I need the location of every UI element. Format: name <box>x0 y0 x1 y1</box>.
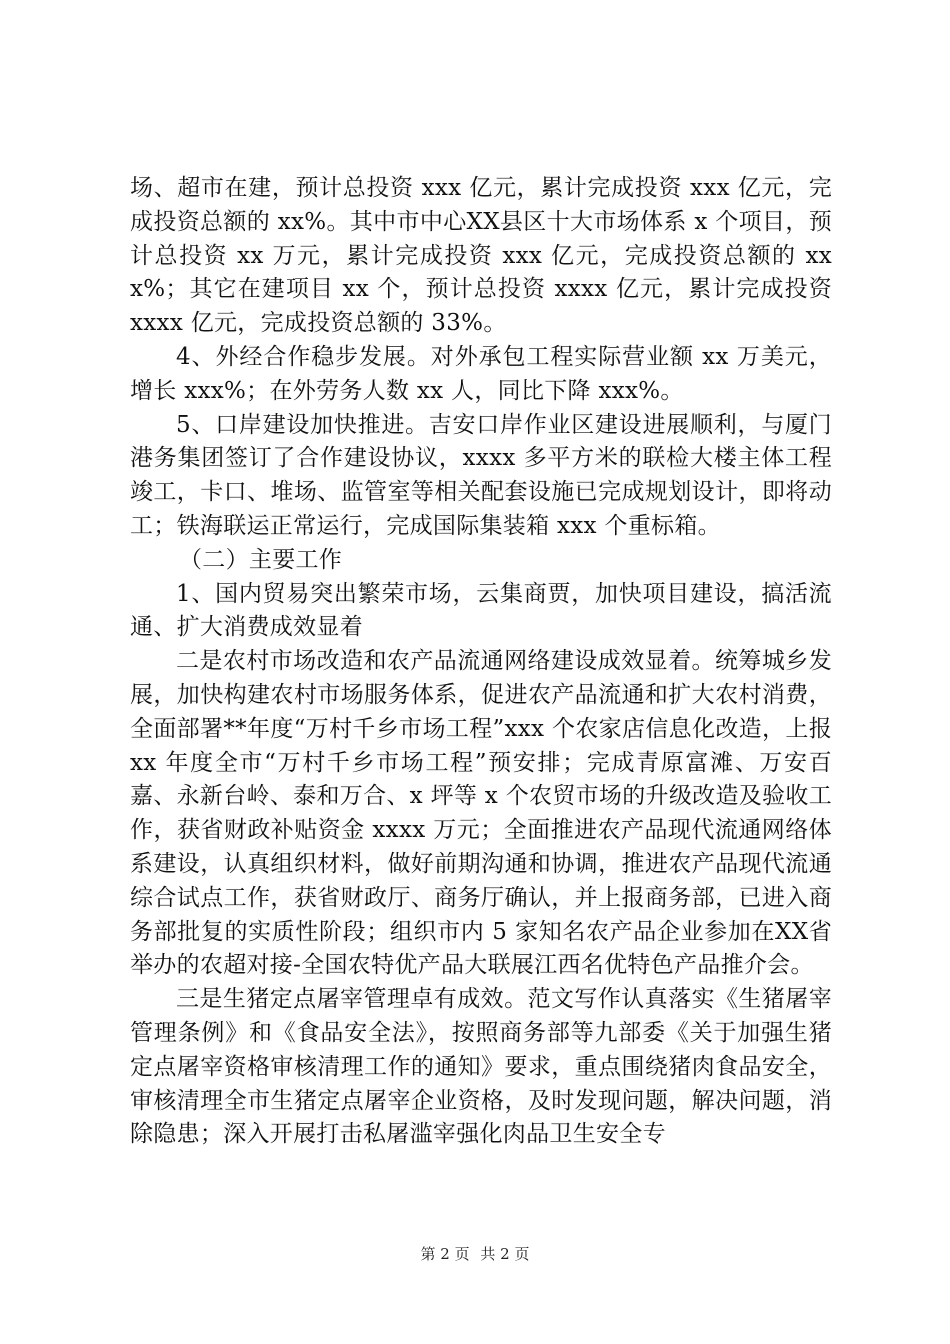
section-heading-main-work: （二）主要工作 <box>179 546 343 573</box>
page-total: 共 2 页 <box>480 1245 530 1263</box>
paragraph-port-construction: 5、口岸建设加快推进。吉安口岸作业区建设进展顺利，与厦门港务集团签订了合作建设协议，xxxx 多平方米的联检大楼主体工程竣工，卡口、堆场、监管室等相关配套设施已完成规划设计，即将动工；铁海联运正常运行，完成国际集装箱 xxx 个重标箱。 <box>130 411 832 539</box>
document-body <box>130 172 832 1152</box>
paragraph-investment-summary: 场、超市在建，预计总投资 xxx 亿元，累计完成投资 xxx 亿元，完成投资总额的 xx%。其中市中心XX县区十大市场体系 x 个项目，预计总投资 xx 万元，累计完成投资 xxx 亿元，完成投资总额的 xxx%；其它在建项目 xx 个，预计总投资 xxxx 亿元，累计完成投资 xxxx 亿元，完成投资总额的 33%。 <box>130 175 832 337</box>
paragraph-rural-market: 二是农村市场改造和农产品流通网络建设成效显着。统筹城乡发展，加快构建农村市场服务体系，促进农产品流通和扩大农村消费，全面部署**年度“万村千乡市场工程”xxx 个农家店信息化改造，上报 xx 年度全市“万村千乡市场工程”预安排；完成青原富滩、万安百嘉、永新台岭、泰和万合、x 坪等 x 个农贸市场的升级改造及验收工作，获省财政补贴资金 xxxx 万元；全面推进农产品现代流通网络体系建设，认真组织材料，做好前期沟通和协调，推进农产品现代流通综合试点工作，获省财政厅、商务厅确认，并上报商务部，已进入商务部批复的实质性阶段；组织市内 5 家知名农产品企业参加在XX省举办的农超对接-全国农特优产品大联展江西名优特色产品推介会。 <box>130 648 832 979</box>
paragraph-domestic-trade: 1、国内贸易突出繁荣市场，云集商贾，加快项目建设，搞活流通、扩大消费成效显着 <box>130 580 832 641</box>
paragraph-foreign-cooperation: 4、外经合作稳步发展。对外承包工程实际营业额 xx 万美元，增长 xxx%；在外劳务人数 xx 人，同比下降 xxx%。 <box>130 343 832 404</box>
paragraph-pig-slaughter: 三是生猪定点屠宰管理卓有成效。范文写作认真落实《生猪屠宰管理条例》和《食品安全法》，按照商务部等九部委《关于加强生猪定点屠宰资格审核清理工作的通知》要求，重点围绕猪肉食品安全，审核清理全市生猪定点屠宰企业资格，及时发现问题，解决问题，消除隐患；深入开展打击私屠滥宰强化肉品卫生安全专 <box>130 986 832 1148</box>
page-footer <box>0 1243 950 1264</box>
page-number: 第 2 页 <box>420 1245 470 1263</box>
